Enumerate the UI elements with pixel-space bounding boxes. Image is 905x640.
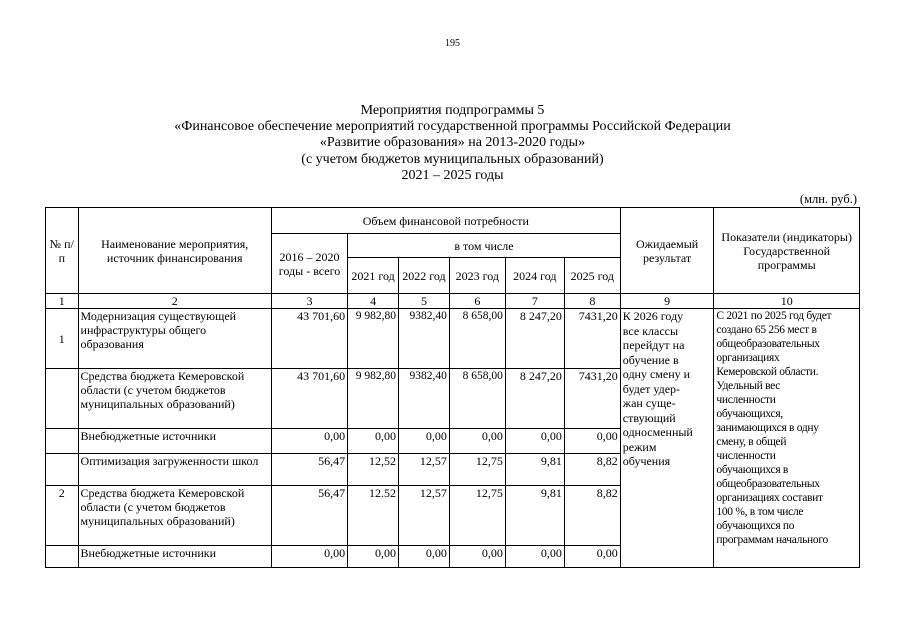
row-name: Внебюджетные источники (78, 429, 271, 454)
header-year-2022: 2022 год (399, 258, 450, 294)
row-value: 7431,20 (564, 369, 620, 429)
row-num (46, 369, 79, 429)
row-value: 43 701,60 (271, 309, 347, 369)
indicator-line: организациях составит (716, 492, 823, 504)
column-number: 6 (449, 294, 505, 309)
expected-line: обучения (622, 454, 671, 468)
row-value: 12,57 (399, 454, 450, 486)
row-value: 9,81 (505, 486, 564, 546)
header-year-2021: 2021 год (348, 258, 399, 294)
page-number: 195 (445, 38, 460, 49)
row-value: 9382,40 (399, 369, 450, 429)
row-num: 1 (46, 309, 79, 369)
row-value: 8,82 (564, 454, 620, 486)
row-value: 0,00 (564, 546, 620, 568)
column-number: 3 (271, 294, 347, 309)
row-num: 2 (46, 486, 79, 546)
expected-result-cell (620, 309, 714, 568)
row-value: 0,00 (505, 429, 564, 454)
indicator-line: организациях (716, 352, 780, 364)
indicator-line: общеобразовательных (716, 338, 820, 350)
indicators-cell (714, 309, 860, 568)
row-value: 0,00 (449, 546, 505, 568)
row-value: 8,82 (564, 486, 620, 546)
column-number-row (46, 294, 860, 309)
row-value: 8 247,20 (505, 309, 564, 369)
heading-line-4: (с учетом бюджетов муниципальных образований) (301, 151, 604, 167)
row-value: 56,47 (271, 454, 347, 486)
row-value: 0,00 (348, 546, 399, 568)
header-expected: Ожидаемый результат (620, 208, 714, 294)
expected-line: обучение в (622, 352, 679, 367)
row-value: 0,00 (271, 429, 347, 454)
column-number: 9 (620, 294, 714, 309)
row-value: 0,00 (399, 546, 450, 568)
header-year-2025: 2025 год (564, 258, 620, 294)
heading-line-2: «Финансовое обеспечение мероприятий государственной программы Российской Федерации (174, 119, 731, 135)
header-name: Наименование мероприятия, источник финансирования (78, 208, 271, 294)
column-number: 2 (78, 294, 271, 309)
row-value: 8 658,00 (449, 309, 505, 369)
header-num: № п/п (46, 208, 79, 294)
header-year-2024: 2024 год (505, 258, 564, 294)
row-value: 12,75 (449, 454, 505, 486)
header-row (46, 208, 860, 234)
row-value: 12,75 (449, 486, 505, 546)
row-name: Модернизация существующей инфраструктуры общего образования (78, 309, 271, 369)
indicator-line: численности (716, 394, 776, 406)
expected-line: односменный (622, 425, 693, 439)
header-year-2023: 2023 год (449, 258, 505, 294)
indicator-line: программам начального (716, 534, 828, 546)
heading-line-3: «Развитие образования» на 2013-2020 годы» (319, 135, 586, 151)
header-volume: Объем финансовой потребности (271, 208, 620, 234)
column-number: 10 (714, 294, 860, 309)
document-heading (0, 103, 905, 184)
row-value: 0,00 (505, 546, 564, 568)
row-num (46, 546, 79, 568)
expected-line: К 2026 году (622, 309, 684, 323)
expected-line: перейдут на (622, 338, 685, 352)
row-value: 0,00 (564, 429, 620, 454)
row-name: Оптимизация загруженности школ (78, 454, 271, 486)
row-value: 9 982,80 (348, 369, 399, 429)
indicator-line: численности (716, 450, 776, 462)
indicator-line: смену, в общей (716, 436, 787, 448)
indicator-line: С 2021 по 2025 год будет (716, 310, 832, 322)
indicator-line: Удельный вес (716, 380, 781, 392)
row-value: 9 982,80 (348, 309, 399, 369)
heading-line-1: Мероприятия подпрограммы 5 (360, 103, 545, 118)
row-num (46, 429, 79, 454)
indicator-line: обучающихся, (716, 408, 783, 420)
row-name: Средства бюджета Кемеровской области (с учетом бюджетов муниципальных образований) (78, 369, 271, 429)
column-number: 4 (348, 294, 399, 309)
row-value: 8 247,20 (505, 369, 564, 429)
column-number: 1 (46, 294, 79, 309)
row-name: Средства бюджета Кемеровской области (с учетом бюджетов муниципальных образований) (78, 486, 271, 546)
column-number: 8 (564, 294, 620, 309)
column-number: 7 (505, 294, 564, 309)
row-value: 12,57 (399, 486, 450, 546)
expected-line: жан суще- (622, 396, 676, 410)
row-value: 43 701,60 (271, 369, 347, 429)
heading-line-5: 2021 – 2025 годы (401, 167, 504, 183)
row-value: 56,47 (271, 486, 347, 546)
unit-label: (млн. руб.) (799, 192, 857, 206)
row-value: 0,00 (449, 429, 505, 454)
row-value: 0,00 (271, 546, 347, 568)
indicator-line: создано 65 256 мест в (716, 324, 817, 336)
indicator-line: занимающихся в одну (716, 422, 819, 434)
indicator-line: обучающихся по (716, 520, 795, 532)
header-total: 2016 – 2020 годы - всего (271, 234, 347, 294)
table-row (46, 309, 860, 369)
row-value: 9,81 (505, 454, 564, 486)
indicator-line: Кемеровской области. (716, 366, 819, 378)
expected-line: одну смену и (622, 367, 691, 381)
row-value: 7431,20 (564, 309, 620, 369)
row-value: 0,00 (348, 429, 399, 454)
header-including: в том числе (348, 234, 621, 258)
indicator-line: 100 %, в том числе (716, 506, 804, 518)
indicator-line: общеобразовательных (716, 478, 820, 490)
header-indicators: Показатели (индикаторы) Государственной программы (714, 208, 860, 294)
measures-table (45, 207, 860, 568)
row-value: 12.52 (348, 486, 399, 546)
row-value: 9382,40 (399, 309, 450, 369)
expected-line: будет удер- (622, 381, 681, 396)
column-number: 5 (399, 294, 450, 309)
row-value: 12,52 (348, 454, 399, 486)
row-value: 8 658,00 (449, 369, 505, 429)
expected-line: все классы (622, 323, 679, 338)
indicator-line: обучающихся в (716, 464, 789, 476)
row-num (46, 454, 79, 486)
row-value: 0,00 (399, 429, 450, 454)
row-name: Внебюджетные источники (78, 546, 271, 568)
expected-line: режим (622, 439, 657, 454)
expected-line: ствующий (622, 410, 676, 425)
